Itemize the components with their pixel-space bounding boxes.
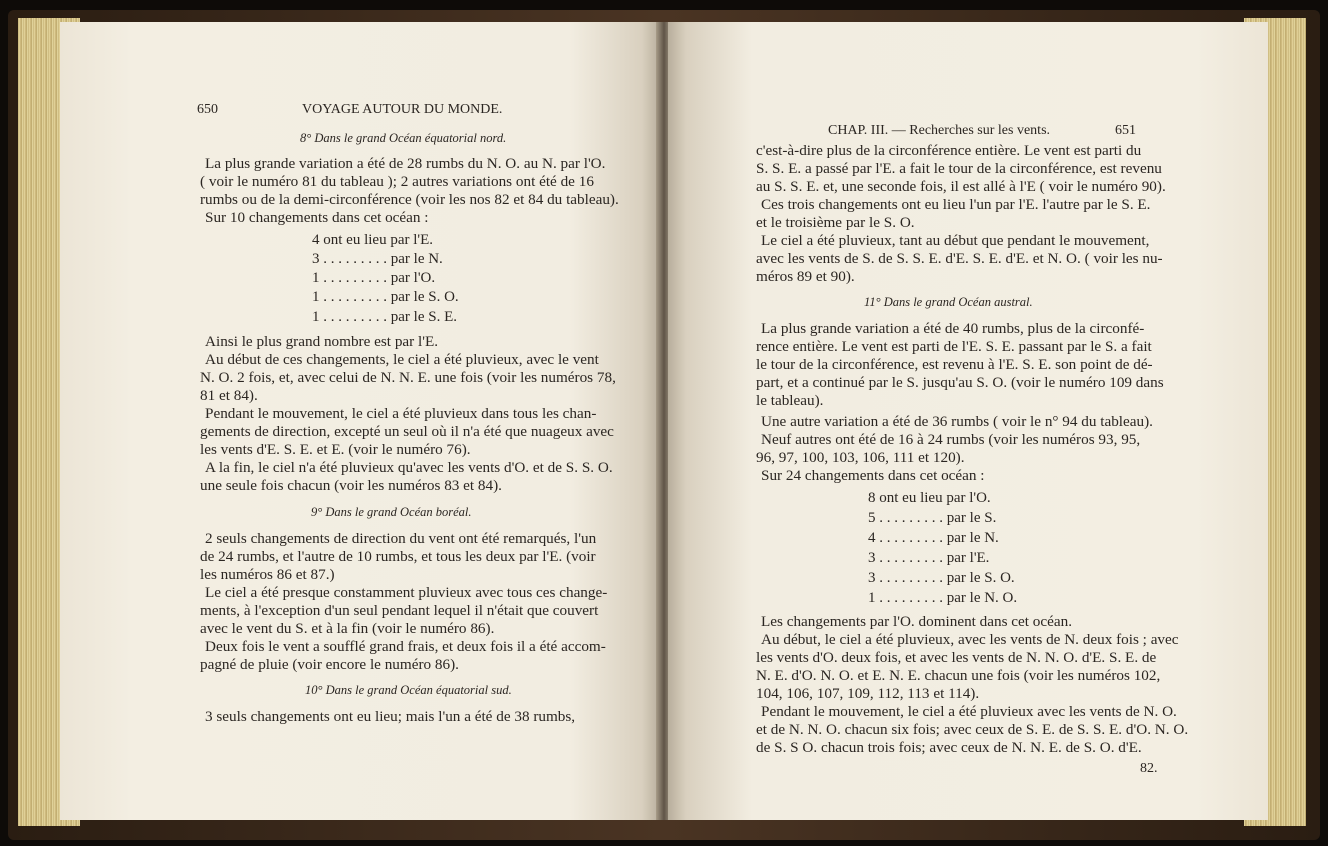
text-line: Ces trois changements ont eu lieu l'un par l'E. l'autre par le S. E.	[761, 196, 1151, 213]
section-heading: 11° Dans le grand Océan austral.	[864, 295, 1033, 309]
text-line: A la fin, le ciel n'a été pluvieux qu'avec les vents d'O. et de S. S. O.	[205, 459, 613, 476]
running-head: CHAP. III. — Recherches sur les vents.	[828, 123, 1051, 138]
text-line: Deux fois le vent a soufflé grand frais, et deux fois il a été accom-	[205, 638, 606, 655]
text-line: Neuf autres ont été de 16 à 24 rumbs (voir les numéros 93, 95,	[761, 431, 1141, 448]
text-line: les numéros 86 et 87.)	[200, 566, 335, 583]
text-line: et le troisième par le S. O.	[756, 214, 915, 231]
text-line: de S. S O. chacun trois fois; avec ceux de N. N. E. de S. O. d'E.	[756, 739, 1142, 756]
text-line: Au début de ces changements, le ciel a été pluvieux, avec le vent	[205, 351, 599, 368]
text-line: les vents d'O. deux fois, et avec les vents de N. N. O. d'E. S. E. de	[756, 649, 1157, 666]
text-line: ments, à l'exception d'un seul pendant lequel il n'était que couvert	[200, 602, 599, 619]
text-line: ( voir le numéro 81 du tableau ); 2 autres variations ont été de 16	[200, 173, 594, 190]
list-item: 1 . . . . . . . . . par l'O.	[312, 270, 436, 286]
list-item: 1 . . . . . . . . . par le S. O.	[312, 289, 459, 305]
text-line: gements de direction, excepté un seul où il n'a été que nuageux avec	[200, 423, 614, 440]
text-line: La plus grande variation a été de 40 rumbs, plus de la circonfé-	[761, 320, 1145, 337]
text-line: Pendant le mouvement, le ciel a été pluvieux avec les vents de N. O.	[761, 703, 1177, 720]
running-head: VOYAGE AUTOUR DU MONDE.	[302, 102, 503, 117]
text-line: Pendant le mouvement, le ciel a été pluvieux dans tous les chan-	[205, 405, 597, 422]
list-item: 4 . . . . . . . . . par le N.	[868, 530, 999, 546]
text-line: 96, 97, 100, 103, 106, 111 et 120).	[756, 449, 965, 466]
text-line: Ainsi le plus grand nombre est par l'E.	[205, 333, 439, 350]
text-line: et de N. N. O. chacun six fois; avec ceux de S. E. de S. S. E. d'O. N. O.	[756, 721, 1189, 738]
text-line: Une autre variation a été de 36 rumbs ( voir le n° 94 du tableau).	[761, 413, 1153, 430]
right-page	[668, 22, 1268, 820]
list-item: 1 . . . . . . . . . par le N. O.	[868, 590, 1018, 606]
text-line: Le ciel a été pluvieux, tant au début que pendant le mouvement,	[761, 232, 1150, 249]
text-line: de 24 rumbs, et l'autre de 10 rumbs, et tous les deux par l'E. (voir	[200, 548, 596, 565]
text-line: une seule fois chacun (voir les numéros 83 et 84).	[200, 477, 502, 494]
list-item: 3 . . . . . . . . . par l'E.	[868, 550, 990, 566]
text-line: avec les vents de S. de S. S. E. d'E. S. E. d'E. et N. O. ( voir les nu-	[756, 250, 1163, 267]
text-line: Les changements par l'O. dominent dans cet océan.	[761, 613, 1073, 630]
text-line: N. O. 2 fois, et, avec celui de N. N. E. une fois (voir les numéros 78,	[200, 369, 616, 386]
text-line: le tour de la circonférence, est revenu à l'E. S. E. son point de dé-	[756, 356, 1153, 373]
text-line: méros 89 et 90).	[756, 268, 855, 285]
list-item: 5 . . . . . . . . . par le S.	[868, 510, 997, 526]
text-line: Sur 24 changements dans cet océan :	[761, 467, 985, 484]
section-heading: 8° Dans le grand Océan équatorial nord.	[300, 131, 507, 145]
text-line: avec le vent du S. et à la fin (voir le numéro 86).	[200, 620, 495, 637]
text-line: 81 et 84).	[200, 387, 258, 404]
page-number: 650	[197, 102, 218, 117]
signature-mark: 82.	[1140, 761, 1158, 776]
text-line: N. E. d'O. N. O. et E. N. E. chacun une fois (voir les numéros 102,	[756, 667, 1161, 684]
text-line: 104, 106, 107, 109, 112, 113 et 114).	[756, 685, 980, 702]
text-line: Le ciel a été presque constamment pluvieux avec tous ces change-	[205, 584, 608, 601]
text-line: c'est-à-dire plus de la circonférence entière. Le vent est parti du	[756, 142, 1142, 159]
left-page	[60, 22, 660, 820]
text-line: rumbs ou de la demi-circonférence (voir les nos 82 et 84 du tableau).	[200, 191, 619, 208]
text-line: rence entière. Le vent est parti de l'E. S. E. passant par le S. a fait	[756, 338, 1152, 355]
page-number: 651	[1115, 123, 1136, 138]
text-line: au S. S. E. et, une seconde fois, il est allé à l'E ( voir le numéro 90).	[756, 178, 1166, 195]
text-line: 3 seuls changements ont eu lieu; mais l'un a été de 38 rumbs,	[205, 708, 576, 725]
text-line: pagné de pluie (voir encore le numéro 86).	[200, 656, 459, 673]
text-line: Au début, le ciel a été pluvieux, avec les vents de N. deux fois ; avec	[761, 631, 1179, 648]
section-heading: 10° Dans le grand Océan équatorial sud.	[305, 683, 512, 697]
list-item: 1 . . . . . . . . . par le S. E.	[312, 309, 457, 325]
list-item: 3 . . . . . . . . . par le N.	[312, 251, 443, 267]
list-item: 3 . . . . . . . . . par le S. O.	[868, 570, 1015, 586]
text-line: 2 seuls changements de direction du vent ont été remarqués, l'un	[205, 530, 597, 547]
text-line: La plus grande variation a été de 28 rumbs du N. O. au N. par l'O.	[205, 155, 606, 172]
text-line: S. S. E. a passé par l'E. a fait le tour de la circonférence, est revenu	[756, 160, 1162, 177]
text-line: part, et a continué par le S. jusqu'au S. O. (voir le numéro 109 dans	[756, 374, 1164, 391]
text-line: le tableau).	[756, 392, 824, 409]
text-line: Sur 10 changements dans cet océan :	[205, 209, 429, 226]
text-line: les vents d'E. S. E. et E. (voir le numéro 76).	[200, 441, 471, 458]
list-item: 4 ont eu lieu par l'E.	[312, 232, 434, 248]
section-heading: 9° Dans le grand Océan boréal.	[311, 505, 472, 519]
list-item: 8 ont eu lieu par l'O.	[868, 490, 991, 506]
